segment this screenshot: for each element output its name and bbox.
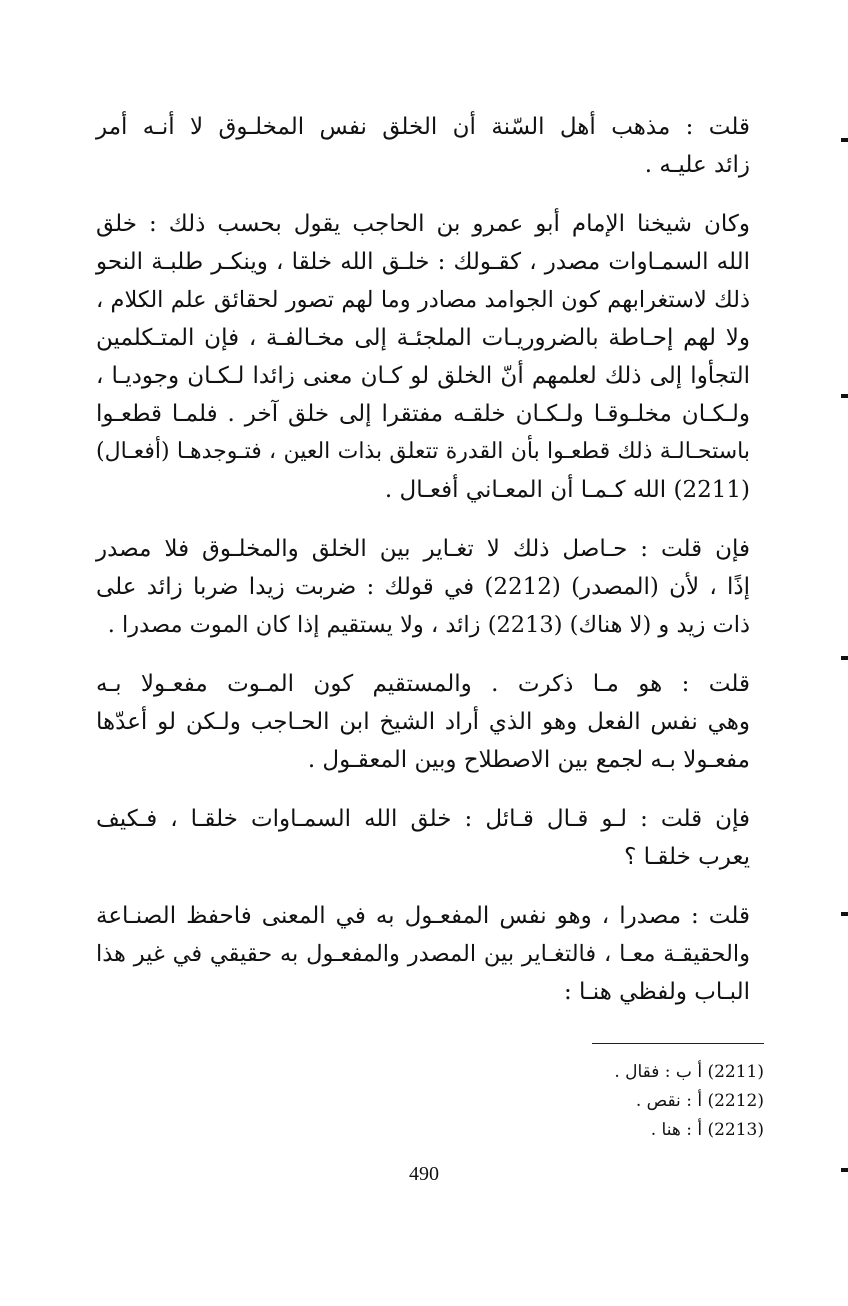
text-line: فإن قلت : حـاصل ذلك لا تغـاير بين الخلق والمخلـوق فلا مصدر [96,536,750,562]
text-line: الله السمـاوات مصدر ، كقـولك : خلـق الله خلقا ، وينكـر طلبـة النحو [96,249,750,275]
main-text [96,108,750,1032]
text-line: ذلك لاستغرابهم كون الجوامد مصادر وما لهم تصور لحقائق علم الكلام ، [96,287,750,313]
footnotes [560,1058,764,1145]
text-line: مفعـولا بـه لجمع بين الاصطلاح وبين المعقـول . [307,747,750,773]
margin-mark [841,656,848,660]
footnote: (2213) أ : هنا . [650,1120,764,1140]
text-line: التجأوا إلى ذلك لعلمهم أنّ الخلق لو كـان معنى زائدا لـكـان وجوديـا ، [96,363,750,389]
text-line: يعرب خلقـا ؟ [624,844,750,870]
text-line: والحقيقـة معـا ، فالتغـاير بين المصدر والمفعـول به حقيقي في غير هذا [96,941,750,967]
text-line: قلت : مصدرا ، وهو نفس المفعـول به في المعنى فاحفظ الصنـاعة [96,903,750,929]
footnote: (2211) أ ب : فقال . [614,1062,764,1082]
paragraph [96,897,750,1011]
text-line: ذات زيد و (لا هناك) (2213) زائد ، ولا يستقيم إذا كان الموت مصدرا . [107,612,750,638]
paragraph [96,665,750,779]
text-line: فإن قلت : لـو قـال قـائل : خلق الله السمـاوات خلقـا ، فـكيف [96,806,750,832]
text-line: قلت : هو مـا ذكرت . والمستقيم كون المـوت مفعـولا بـه [96,671,750,697]
text-line: إذًا ، لأن (المصدر) (2212) في قولك : ضربت زيدا ضربا زائد على [96,574,751,600]
text-line: باستحـالـة ذلك قطعـوا بأن القدرة تتعلق بذات العين ، فتـوجدهـا (أفعـال) [96,439,750,464]
page-number: 490 [409,1163,439,1185]
paragraph [96,800,750,876]
margin-mark [841,394,848,398]
text-line: زائد عليـه . [644,152,750,178]
text-line: (2211) الله كـمـا أن المعـاني أفعـال . [384,477,750,503]
margin-mark [841,138,848,142]
footnote-divider [592,1043,764,1044]
paragraph [96,530,750,644]
text-line: البـاب ولفظي هنـا : [563,979,750,1005]
paragraph [96,205,750,509]
text-line: وهي نفس الفعل وهو الذي أراد الشيخ ابن الحـاجب ولـكن لو أعدّها [96,709,750,735]
text-line: ولا لهم إحـاطة بالضروريـات الملجئـة إلى مخـالفـة ، فإن المتـكلمين [96,325,750,351]
margin-mark [841,912,848,916]
text-line: ولـكـان مخلـوقـا ولـكـان خلقـه مفتقرا إلى خلق آخر . فلمـا قطعـوا [96,401,750,427]
text-line: قلت : مذهب أهل السّنة أن الخلق نفس المخلـوق لا أنـه أمر [96,114,750,140]
text-line: وكان شيخنا الإمام أبو عمرو بن الحاجب يقول بحسب ذلك : خلق [96,211,750,237]
footnote: (2212) أ : نقص . [635,1091,764,1111]
paragraph [96,108,750,184]
